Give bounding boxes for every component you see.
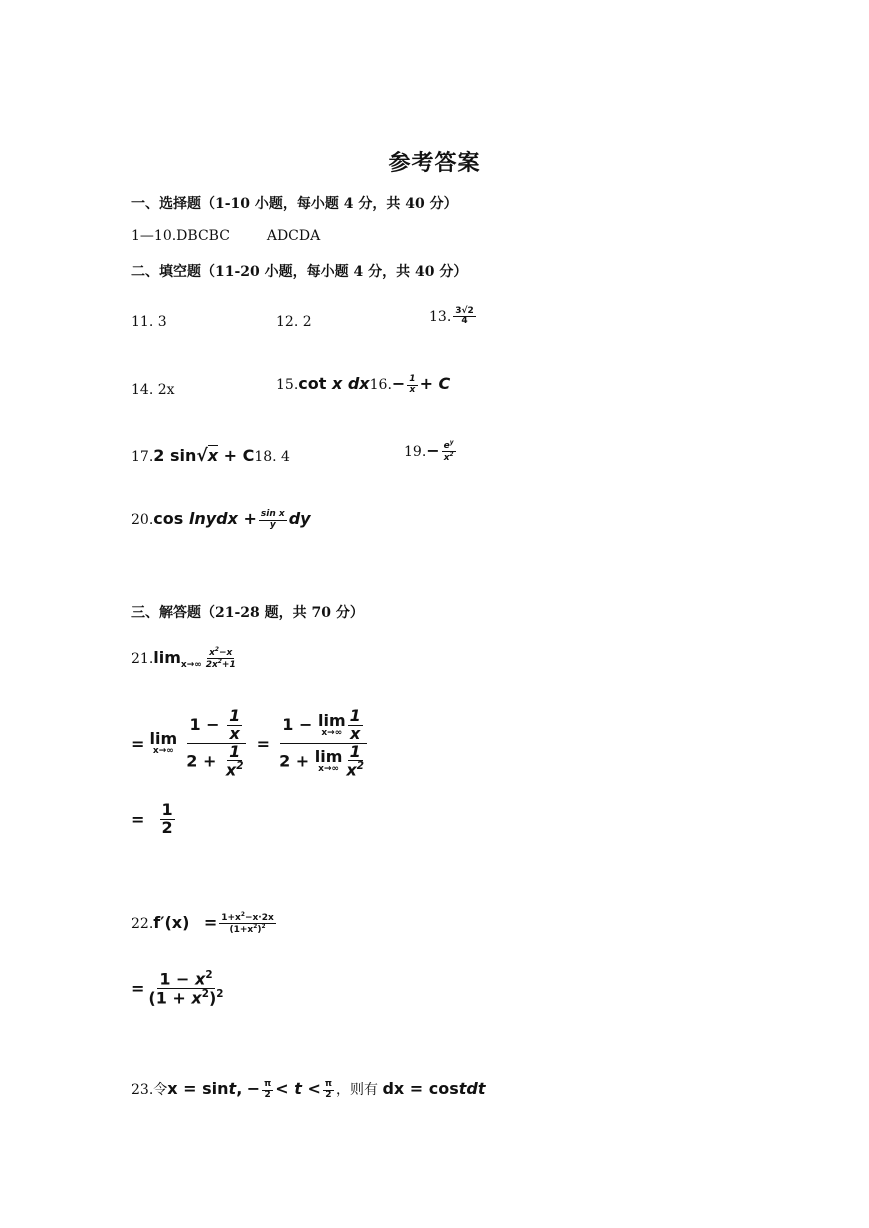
math-lim-subscript: x→∞ [180,659,202,670]
answer-18: 18. 4 [254,449,290,465]
math-3sqrt2-over-4: $\frac{3√2}{4}$ [455,306,474,327]
math-cos-lny-dx: cos lnydx + [153,509,257,528]
math-1-over-2: $\frac{1}{2}$ [161,800,173,837]
math-minus: − [246,1079,261,1098]
answer-16-label: 16. [369,377,392,393]
choice-prefix: 1—10. [131,228,177,244]
math-compound-fraction-1: 1 − $\frac{1}{x}$ 2 + $\frac{1}{x^2}$ [184,708,249,780]
answer-19-label: 19. [404,443,427,460]
solution-21-statement [131,647,240,671]
answer-11: 11. 3 [131,314,167,330]
math-fraction-22: $\frac{1+x^2-x\cdot 2x}{(1+x^2)^2}$ [221,912,274,936]
math-x-eq-sint: x = sint, [167,1079,243,1098]
math-lt-t-lt: < t < [275,1079,321,1098]
math-fraction-22-simplified: $\frac{1 - x^2}{(1 + x^2)^2}$ [148,969,224,1008]
text-zeyou: ，则有 [336,1082,378,1098]
question-23-label: 23. [131,1082,154,1098]
math-equals: = [131,734,145,754]
math-equals: = [256,734,270,754]
math-1-over-x: $\frac{1}{x}$ [409,374,416,395]
math-2sin-sqrtx-c: 2 sin√x + C [153,446,255,466]
math-fraction-21: $\frac{x^2-x}{2x^2+1}$ [205,647,236,671]
math-ey-over-x2: $\frac{e^y}{x^2}$ [443,440,454,464]
answer-15-16 [276,374,450,395]
math-minus: − [426,440,440,460]
answer-20-label: 20. [131,512,154,528]
solution-23-statement [131,1079,486,1100]
math-cotx-dx: cot x dx [298,374,370,393]
solution-22-result [131,970,228,1007]
question-21-label: 21. [131,650,154,667]
answer-20 [131,509,311,530]
math-lim: lim [153,647,181,667]
math-fprime-x: f′(x) [153,912,190,932]
answer-12: 12. 2 [276,314,312,330]
math-lim-xinf: lim x→∞ [149,729,178,757]
math-compound-fraction-2: 1 − lim x→∞ $\frac{1}{x}$ 2 + lim x→∞ $\frac{1}{x^2}$ [277,708,370,780]
solution-22-statement [131,912,278,936]
math-dy: dy [288,509,311,528]
answer-14: 14. 2x [131,382,175,398]
section-heading-fill: 二、填空题（11-20 小题，每小题 4 分，共 40 分） [131,264,468,280]
answer-17-18 [131,446,290,466]
answer-13-label: 13. [429,308,452,325]
answer-17-label: 17. [131,449,154,465]
math-equals: = [203,912,218,932]
math-pi-over-2: $\frac{\pi}{2}$ [324,1079,332,1100]
section-heading-choice: 一、选择题（1-10 小题，每小题 4 分，共 40 分） [131,196,458,212]
choice-answers [131,228,320,244]
math-pi-over-2: $\frac{\pi}{2}$ [264,1079,272,1100]
solution-21-result [131,802,177,837]
answer-19 [404,440,458,464]
math-equals: = [131,979,145,999]
choice-part2: ADCDA [266,228,321,244]
text-ling: 令 [153,1082,168,1098]
math-sinx-over-y: $\frac{\text{sin x}}{y}$ [260,509,285,530]
question-22-label: 22. [131,915,154,932]
math-dx-eq-costdt: dx = costdt [382,1079,486,1098]
choice-part1: DBCBC [176,228,230,244]
solution-21-step1 [131,708,372,780]
section-heading-solutions: 三、解答题（21-28 题，共 70 分） [131,605,364,621]
page-title: 参考答案 [388,150,481,176]
math-minus: − [391,374,406,393]
math-equals: = [131,809,145,829]
math-plus-c: + C [419,374,451,393]
answer-13 [429,307,478,327]
answer-15-label: 15. [276,377,299,393]
